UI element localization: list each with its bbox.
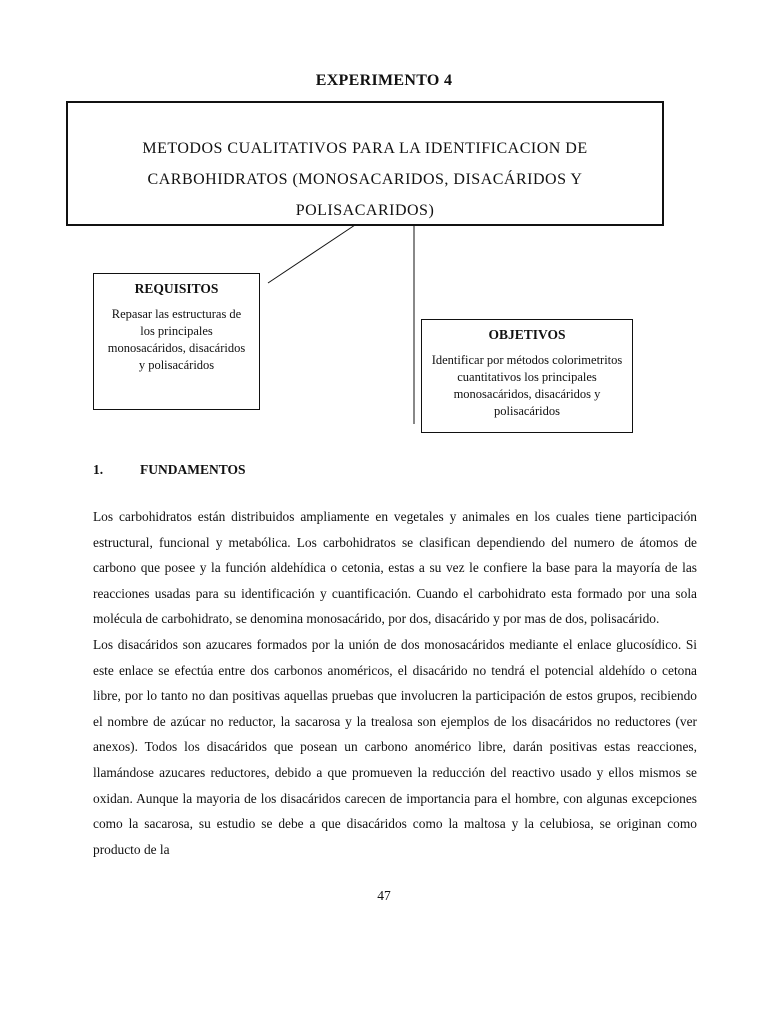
- connector-line-requisitos: [268, 225, 355, 283]
- paragraph: Los disacáridos son azucares formados por la unión de dos monosacáridos mediante el enlace glucosídico. Si este enlace se efectúa entre dos carbonos anoméricos, el disacárido no tendrá el potencial aldehído o cetona libre, por lo tanto no dan positivas aquellas pruebas que involucren la participación de estos grupos, recibiendo el nombre de azúcar no reductor, la sacarosa y la trealosa son ejemplos de los disacáridos no reductores (ver anexos). Todos los disacáridos que posean un carbono anomérico libre, darán positivas estas reacciones, llamándose azucares reductores, debido a que promueven la reducción del reactivo usado y ellos mismos se oxidan. Aunque la mayoria de los disacáridos carecen de importancia para el hombre, con algunas excepciones como la sacarosa, su estudio se debe a que disacáridos como la maltosa y la celubiosa, se originan como producto de la: [93, 636, 697, 857]
- section-number: 1.: [93, 462, 104, 477]
- title-line-2: CARBOHIDRATOS (MONOSACARIDOS, DISACÁRIDOS Y: [147, 171, 583, 188]
- title-line-1: METODOS CUALITATIVOS PARA LA IDENTIFICACION DE: [142, 140, 588, 157]
- body-text: [93, 504, 697, 862]
- requisitos-box: [93, 273, 260, 410]
- objetivos-heading: OBJETIVOS: [488, 327, 566, 342]
- experiment-heading: EXPERIMENTO 4: [315, 72, 453, 89]
- paragraph: Los carbohidratos están distribuidos ampliamente en vegetales y animales en los cuales tiene participación estructural, funcional y metabólica. Los carbohidratos se clasifican dependiendo del numero de átomos de carbono que posee y la función aldehídica o cetonia, estas a su vez le confiere la base para la mayoría de las reacciones usadas para su identificación y cuantificación. Cuando el carbohidrato esta formado por una sola molécula de carbohidrato, se denomina monosacárido, por dos, disacárido y por mas de dos, polisacárido.: [93, 509, 697, 627]
- document-title: [88, 133, 642, 226]
- objetivos-body: Identificar por métodos colorimetritos cuantitativos los principales monosacáridos, disacáridos y polisacáridos: [431, 353, 623, 418]
- requisitos-body: Repasar las estructuras de los principales monosacáridos, disacáridos y polisacáridos: [107, 307, 246, 372]
- section-title: FUNDAMENTOS: [140, 462, 246, 477]
- requisitos-heading: REQUISITOS: [134, 281, 219, 296]
- title-box: [66, 101, 664, 226]
- objetivos-box: [421, 319, 633, 433]
- section-heading: [93, 462, 246, 478]
- page-number: 47: [377, 888, 391, 903]
- title-line-3: POLISACARIDOS): [295, 202, 435, 219]
